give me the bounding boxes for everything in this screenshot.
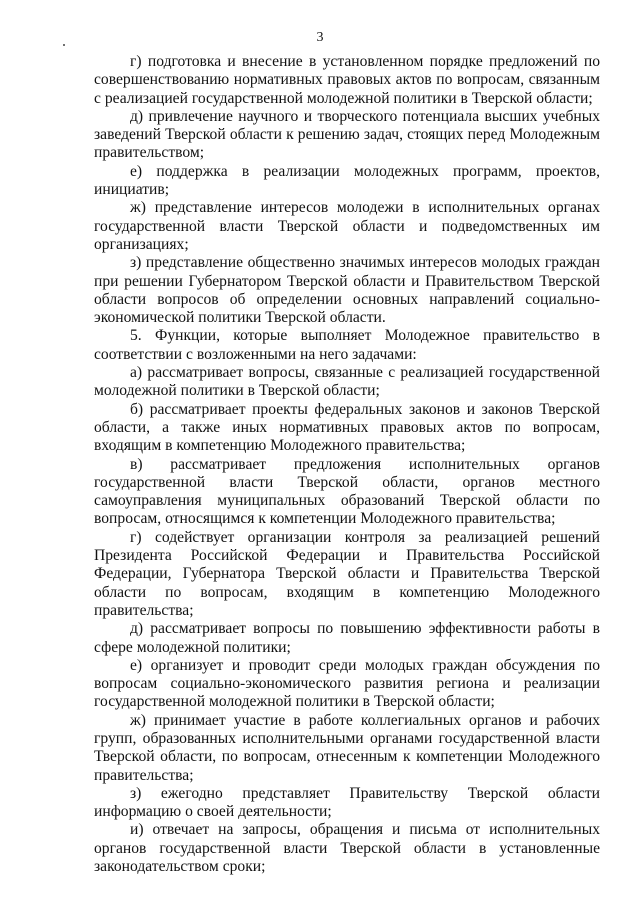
paragraph-function-v: в) рассматривает предложения исполнительных органов государственной власти Тверской области, органов местного самоуправления муниципальных образований Тверской области по вопросам, относящимся к компетенции Молодежного правительства;	[94, 455, 600, 528]
paragraph-item-z: з) представление общественно значимых интересов молодых граждан при решении Губернатором Тверской области и Правительством Тверской области вопросов об определении основных направлений социально-экономической политики Тверской области.	[94, 254, 600, 327]
paragraph-function-i: и) отвечает на запросы, обращения и письма от исполнительных органов государственной власти Тверской области в установленные законодательством сроки;	[94, 821, 600, 876]
paragraph-function-a: а) рассматривает вопросы, связанные с реализацией государственной молодежной политики в Тверской области;	[94, 364, 600, 400]
paragraph-function-b: б) рассматривает проекты федеральных законов и законов Тверской области, а также иных нормативных правовых актов по вопросам, входящим в компетенцию Молодежного правительства;	[94, 400, 600, 455]
paragraph-item-e: е) поддержка в реализации молодежных программ, проектов, инициатив;	[94, 162, 600, 199]
paragraph-item-g: г) подготовка и внесение в установленном порядке предложений по совершенствованию нормативных правовых актов по вопросам, связанным с реализацией государственной молодежной политики в Тверской области;	[94, 53, 600, 107]
paragraph-function-g: г) содействует организации контроля за реализацией решений Президента Российской Федерации и Правительства Российской Федерации, Губернатора Тверской области и Правительства Тверской области по вопросам, входящим в компетенцию Молодежного правительства;	[94, 528, 600, 619]
paragraph-function-z: з) ежегодно представляет Правительству Тверской области информацию о своей деятельности;	[94, 784, 600, 821]
document-body	[94, 53, 600, 876]
page-number: 3	[316, 30, 324, 45]
paragraph-section-5: 5. Функции, которые выполняет Молодежное правительство в соответствии с возложенными на него задачами:	[94, 327, 600, 363]
paragraph-function-d: д) рассматривает вопросы по повышению эффективности работы в сфере молодежной политики;	[94, 620, 600, 656]
paragraph-function-e: е) организует и проводит среди молодых граждан обсуждения по вопросам социально-экономического развития региона и реализации государственной молодежной политики в Тверской области;	[94, 656, 600, 711]
paragraph-item-zh: ж) представление интересов молодежи в исполнительных органах государственной власти Тверской области и подведомственных им организациях;	[94, 199, 600, 253]
paragraph-function-zh: ж) принимает участие в работе коллегиальных органов и рабочих групп, образованных исполнительными органами государственной власти Тверской области, по вопросам, отнесенным к компетенции Молодежного правительства;	[94, 711, 600, 784]
paragraph-item-d: д) привлечение научного и творческого потенциала высших учебных заведений Тверской области к решению задач, стоящих перед Молодежным правительством;	[94, 107, 600, 162]
